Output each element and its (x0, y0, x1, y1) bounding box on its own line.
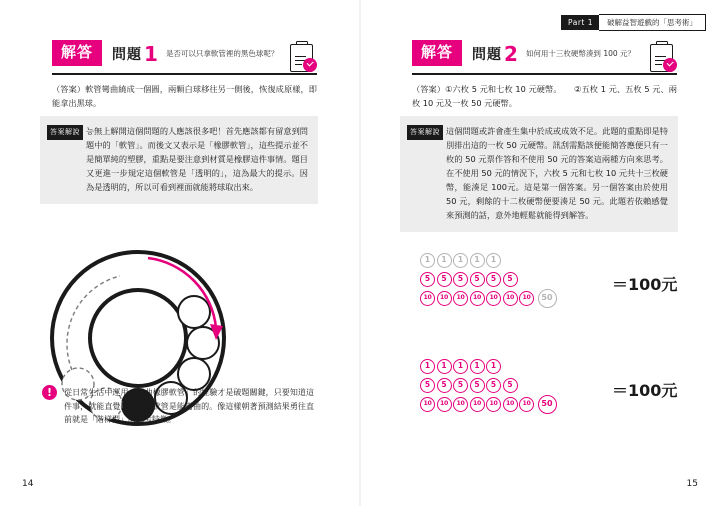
question-word-left: 問題 (112, 47, 143, 63)
coin-5: 5 (453, 378, 468, 393)
explanation-text-left: 능無上解開這個問題的人應該很多吧！首先應該都有留意到問題中的「軟管」。而後文又表示是「橡膠軟管」，這些提示並不是簡單純的塑膠，重點是要注意到材質是橡膠這件事情。題目又更進一步規定這個軟管是「透明的」，這為最大的提示。因為是透明的，所以可看到裡面就能將球取出來。 (86, 126, 308, 192)
coin-row (420, 290, 558, 307)
coin-row (420, 271, 558, 288)
coin-5: 5 (503, 378, 518, 393)
coin-5: 5 (437, 272, 452, 287)
part-title: 破解益智遊戲的「思考術」 (599, 14, 706, 31)
coin-5: 5 (486, 272, 501, 287)
coin-row (420, 252, 558, 269)
coin-10: 10 (453, 397, 468, 412)
check-circle-icon (663, 58, 677, 72)
coin-1: 1 (470, 359, 485, 374)
coin-5: 5 (420, 272, 435, 287)
question-number-right: 2 (504, 42, 519, 66)
coin-10: 10 (503, 397, 518, 412)
coin-10: 10 (486, 397, 501, 412)
coin-10: 10 (519, 291, 534, 306)
clipboard-line-icon (655, 56, 666, 57)
white-ball (178, 296, 210, 328)
coin-5: 5 (470, 272, 485, 287)
coin-10: 10 (486, 291, 501, 306)
coin-10: 10 (470, 291, 485, 306)
part-label: Part 1 (561, 15, 599, 31)
explanation-tag-left: 答案解說 (47, 125, 83, 140)
check-circle-icon (303, 58, 317, 72)
coin-5: 5 (437, 378, 452, 393)
left-answer-paragraph: （答案）軟管彎曲繞成一個圓，兩顆白球移往另一側後，恢復成原樣，即能拿出黑球。 (52, 84, 317, 108)
left-answer-heading (52, 40, 278, 66)
coin-row (420, 358, 558, 375)
coin-1: 1 (437, 253, 452, 268)
question-subtitle-left: 是否可以只拿軟管裡的黑色球呢？ (165, 49, 279, 58)
clipboard-check-icon-right (650, 41, 676, 71)
clipboard-line-icon (295, 56, 306, 57)
coin-1: 1 (453, 253, 468, 268)
right-explanation-box (400, 116, 678, 232)
explanation-tag-right: 答案解說 (407, 125, 443, 140)
coin-group-1 (420, 252, 558, 309)
tube-inner-circle (90, 290, 186, 386)
page-number-left: 14 (22, 479, 34, 489)
page-gutter (359, 0, 361, 506)
left-heading-rule (52, 73, 317, 75)
answer-badge-left: 解答 (52, 40, 102, 66)
coin-10: 10 (420, 291, 435, 306)
coin-5: 5 (453, 272, 468, 287)
answer-badge-right: 解答 (412, 40, 462, 66)
page-number-right: 15 (686, 479, 698, 489)
coin-group-2 (420, 358, 558, 415)
clipboard-line-icon (295, 64, 302, 65)
clipboard-check-icon-left (290, 41, 316, 71)
right-answer-paragraph: （答案）①六枚 5 元和七枚 10 元硬幣。 ②五枚 1 元、五枚 5 元、兩枚 10 元及一枚 50 元硬幣。 (412, 84, 677, 108)
coin-row (420, 396, 558, 413)
coin-1: 1 (437, 359, 452, 374)
coin-10: 10 (470, 397, 485, 412)
left-tip-note: 從日常生活中運用「彎曲橡膠軟管」的經驗才是破題關鍵，只要知道這件事，就能直覺想到橡膠軟管是能彎曲的。像這樣朝著預測結果勇往直前就是「階梯型」的思考特徵。 (64, 388, 314, 425)
coin-group-2-result: ＝100元 (612, 381, 678, 400)
coin-10: 10 (519, 397, 534, 412)
clipboard-line-icon (655, 64, 662, 65)
coin-1: 1 (420, 253, 435, 268)
coin-group-1-result: ＝100元 (612, 275, 678, 294)
chapter-header-tab (561, 14, 706, 31)
coin-10: 10 (420, 397, 435, 412)
coin-10: 10 (437, 291, 452, 306)
coin-row (420, 377, 558, 394)
coin-1: 1 (453, 359, 468, 374)
coin-5: 5 (486, 378, 501, 393)
question-label-right (472, 40, 519, 64)
question-word-right: 問題 (472, 47, 503, 63)
coin-10: 10 (437, 397, 452, 412)
explanation-text-right: 這個問題或許會產生集中於成或成效不足。此題的重點即是特別排出這的一枚 50 元硬幣。訊刮需點該便能簡答應便只有一枚的 50 元票作答和不使用 50 元的答案這兩種方向來思考。在不使用 50 元的情況下，六枚 5 元和七枚 10 元共十三枚硬幣，能湊足 100元。這是第一個答案。另一個答案由於使用 50 元，剩餘的十二枚硬幣便要湊足 50 元。此題若依賴感覺來預測的話，意外地輕鬆就能得到解答。 (446, 126, 668, 220)
left-explanation-box (40, 116, 318, 204)
coin-5: 5 (470, 378, 485, 393)
coin-5: 5 (420, 378, 435, 393)
coin-1: 1 (470, 253, 485, 268)
coin-1: 1 (420, 359, 435, 374)
right-heading-rule (412, 73, 677, 75)
question-subtitle-right: 如何用十三枚硬幣湊到 100 元？ (525, 49, 636, 58)
coin-5: 5 (503, 272, 518, 287)
coin-1: 1 (486, 253, 501, 268)
coin-10: 10 (453, 291, 468, 306)
right-answer-heading (412, 40, 635, 66)
coin-50: 50 (538, 289, 557, 308)
coin-10: 10 (503, 291, 518, 306)
coin-50: 50 (538, 395, 557, 414)
tip-exclamation-icon: ! (42, 385, 57, 400)
question-number-left: 1 (144, 42, 159, 66)
coin-1: 1 (486, 359, 501, 374)
question-label-left (112, 40, 159, 64)
